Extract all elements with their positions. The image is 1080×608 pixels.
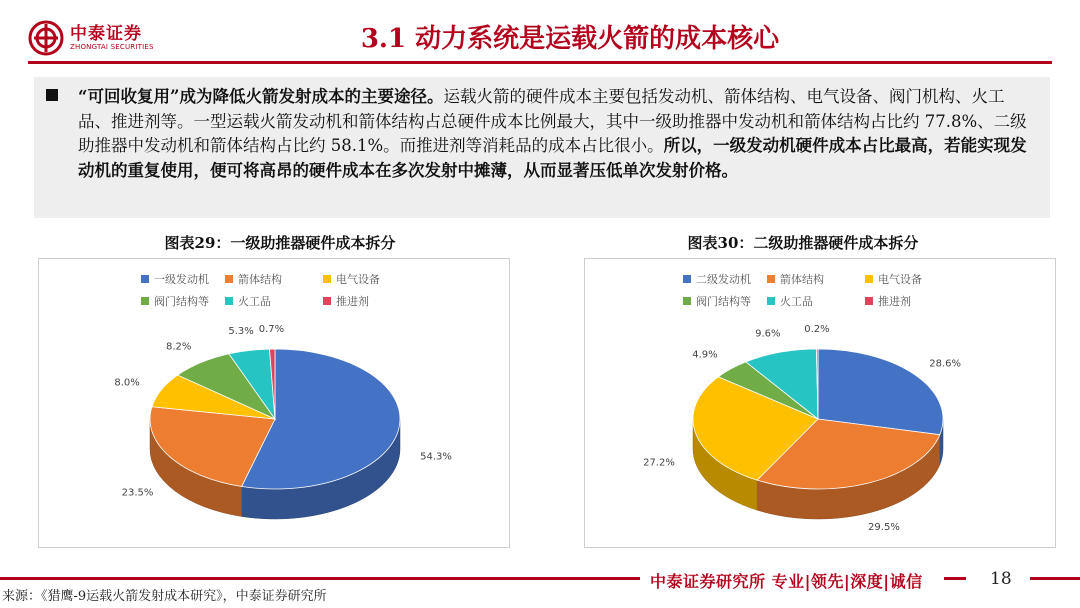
page-title: 3.1 动力系统是运载火箭的成本核心 — [360, 24, 780, 54]
chart-first-stage-pie — [38, 258, 510, 548]
legend-label: 火工品 — [780, 295, 813, 308]
logo-text-en: ZHONGTAI SECURITIES — [70, 42, 154, 51]
legend-label: 推进剂 — [878, 295, 911, 308]
footer-rule-right — [1030, 577, 1080, 580]
pie-data-label: 0.7% — [258, 324, 285, 336]
legend-label: 火工品 — [238, 295, 271, 308]
legend-label: 阀门结构等 — [696, 295, 751, 308]
pie-svg — [585, 259, 1055, 547]
pie-data-label: 4.9% — [692, 349, 718, 361]
summary-lead-bold: “可回收复用”成为降低火箭发射成本的主要途径。 — [78, 87, 444, 106]
legend-label: 电气设备 — [878, 273, 922, 286]
legend-label: 电气设备 — [336, 273, 380, 286]
pie-data-label: 0.2% — [804, 324, 830, 336]
legend-label: 箭体结构 — [238, 273, 282, 286]
bullet-square-icon — [46, 89, 58, 101]
pie-data-label: 29.5% — [868, 522, 900, 534]
pie-data-label: 54.3% — [420, 451, 452, 463]
pie-svg — [39, 259, 509, 547]
pie-data-label: 23.5% — [121, 487, 154, 499]
pie-data-label: 28.6% — [929, 358, 962, 370]
summary-text: 运载火箭的硬件成本主要包括发动机、箭体结构、电气设备、阀门机构、火工品、推进剂等。一型运载火箭发动机和箭体结构占总硬件成本比例最大，其中一级助推器中发动机和箭体结构占比约 77.8%、二级助推器中发动机和箭体结构占比约 58.1%。而推进剂等消耗品的成本占比很小。 — [78, 87, 1027, 155]
pie-top — [150, 349, 400, 489]
title-divider — [28, 61, 1052, 64]
logo-text-cn: 中泰证券 — [70, 23, 142, 44]
pie-data-label: 5.3% — [228, 326, 254, 338]
source-note: 来源：《猎鹰-9运载火箭发射成本研究》，中泰证券研究所 — [2, 589, 327, 604]
pie-data-label: 27.2% — [643, 457, 675, 469]
summary-box — [34, 77, 1050, 218]
footer-rule-mid — [944, 577, 966, 580]
pie-data-label: 8.0% — [114, 377, 140, 389]
chart-title-2: 图表30：二级助推器硬件成本拆分 — [687, 234, 919, 252]
chart-second-stage-pie — [584, 258, 1056, 548]
page-number: 18 — [990, 569, 1012, 589]
legend-label: 阀门结构等 — [154, 295, 209, 308]
legend-label: 推进剂 — [336, 295, 369, 308]
summary-conclusion-bold: 所以，一级发动机硬件成本占比最高，若能实现发动机的重复使用，便可将高昂的硬件成本在多次发射中摊薄，从而显著压低单次发射价格。 — [78, 136, 1027, 180]
pie-data-label: 9.6% — [755, 328, 781, 340]
chart-title-1: 图表29：一级助推器硬件成本拆分 — [164, 234, 396, 252]
pie-top — [693, 349, 943, 489]
legend-label: 箭体结构 — [780, 273, 824, 286]
legend-label: 二级发动机 — [696, 273, 751, 286]
pie-data-label: 8.2% — [165, 341, 192, 353]
footer-slogan: 中泰证券研究所 专业|领先|深度|诚信 — [650, 572, 923, 591]
footer-rule-left — [0, 577, 640, 580]
legend-label: 一级发动机 — [154, 273, 209, 286]
